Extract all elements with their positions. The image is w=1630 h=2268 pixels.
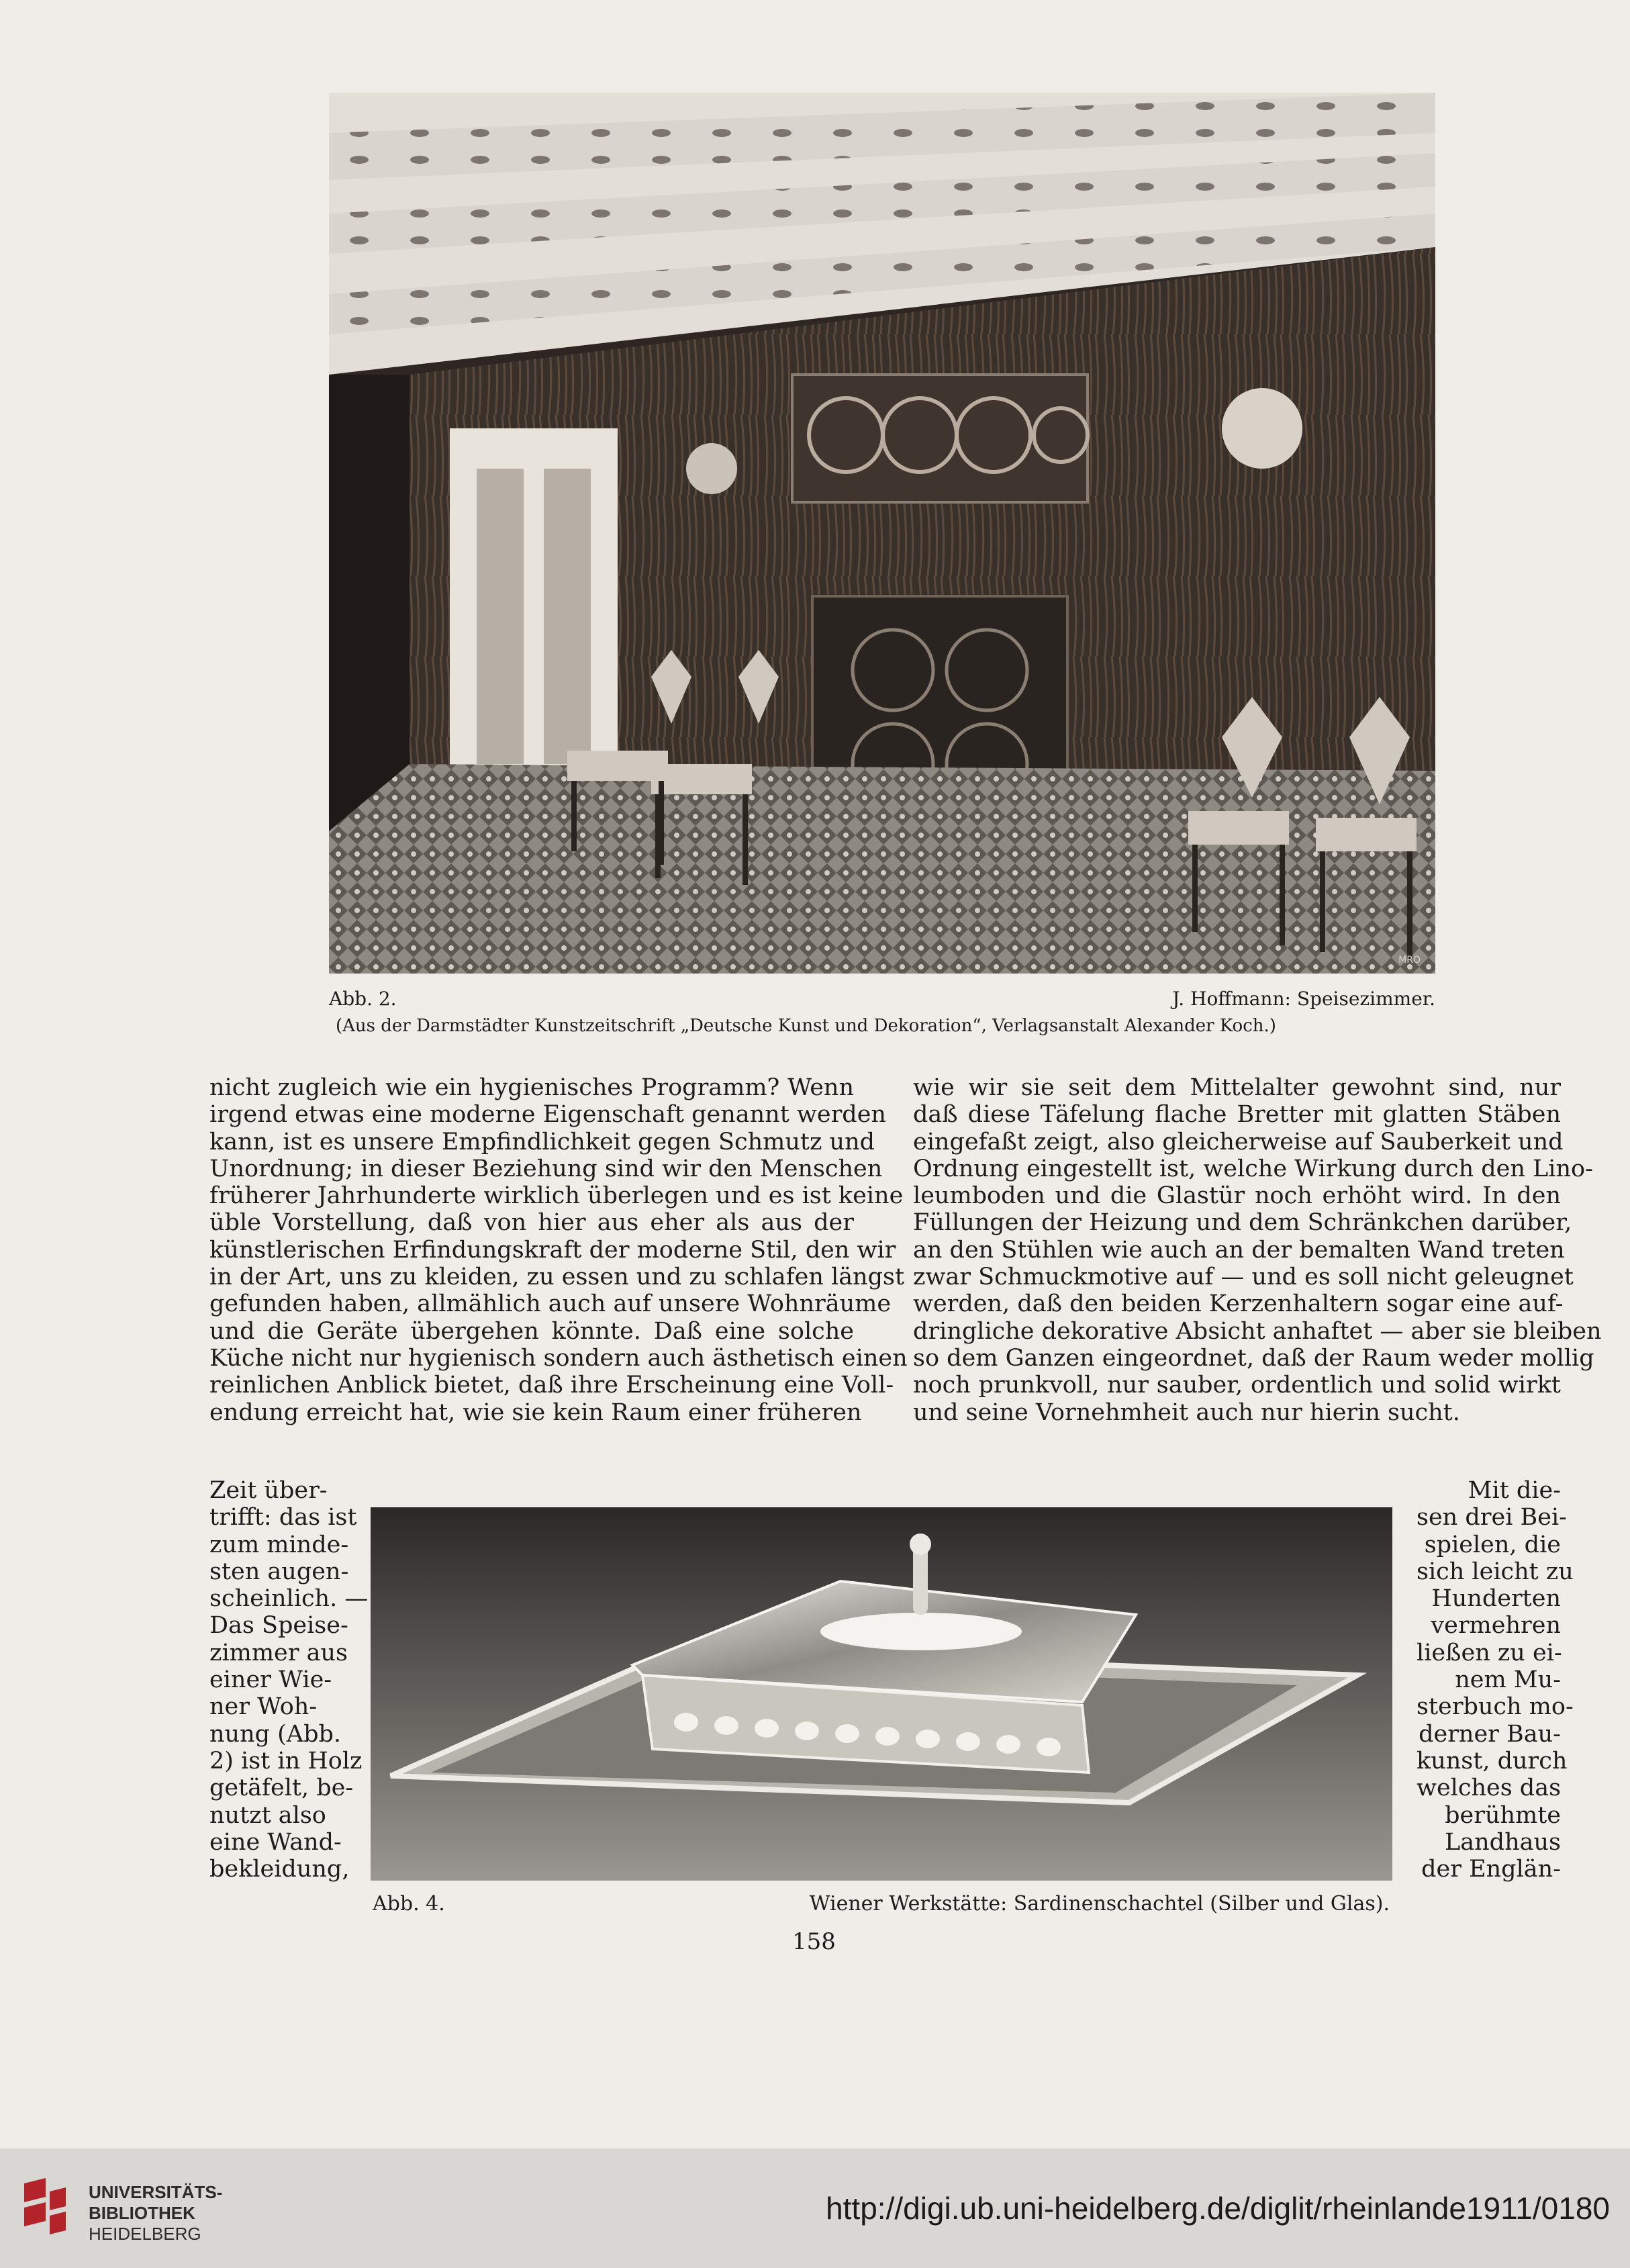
left-narrow-line: Zeit über-	[209, 1477, 328, 1504]
footer-bar	[0, 2148, 1630, 2268]
right-narrow-line: berühmte	[1445, 1801, 1561, 1829]
left-line: früherer Jahrhunderte wirklich überlegen und es ist keine	[209, 1182, 904, 1210]
left-line: reinlichen Anblick bietet, daß ihre Erscheinung eine Voll-	[209, 1372, 894, 1399]
right-narrow-line: vermehren	[1431, 1612, 1561, 1640]
left-narrow-line: einer Wie-	[209, 1666, 332, 1694]
left-line: künstlerischen Erfindungskraft der moderne Stil, den wir	[209, 1236, 896, 1264]
figure-top-credit: J. Hoffmann: Speisezimmer.	[1172, 988, 1435, 1010]
right-narrow-line: Mit die-	[1468, 1477, 1561, 1504]
left-line: und die Geräte übergehen könnte. Daß eine solche	[209, 1317, 854, 1345]
left-line: Küche nicht nur hygienisch sondern auch ästhetisch einen	[209, 1344, 908, 1372]
left-narrow-line: zum minde-	[209, 1531, 349, 1558]
library-line-3: HEIDELBERG	[89, 2224, 201, 2244]
right-narrow-line: sich leicht zu	[1417, 1558, 1574, 1585]
right-line: daß diese Täfelung flache Bretter mit glatten Stäben	[913, 1101, 1561, 1129]
dining-room-photo	[329, 93, 1435, 974]
left-column	[209, 1074, 908, 1426]
left-narrow-line: ner Woh-	[209, 1693, 318, 1721]
right-column	[913, 1074, 1602, 1426]
right-line: werden, daß den beiden Kerzenhaltern sogar eine auf-	[913, 1290, 1564, 1318]
photo-watermark: MRO	[1398, 955, 1421, 965]
left-narrow-line: getäfelt, be-	[209, 1775, 354, 1802]
figure-bottom-credit: Wiener Werkstätte: Sardinenschachtel (Silber und Glas).	[809, 1892, 1390, 1916]
left-narrow-line: scheinlich. —	[209, 1585, 369, 1613]
right-line: so dem Ganzen eingeordnet, daß der Raum weder mollig	[913, 1344, 1594, 1372]
right-narrow-line: nem Mu-	[1455, 1666, 1561, 1694]
library-logo-icon	[19, 2177, 67, 2238]
right-line: Ordnung eingestellt ist, welche Wirkung durch den Lino-	[913, 1155, 1593, 1182]
left-narrow-column	[209, 1477, 369, 1883]
right-narrow-line: kunst, durch	[1417, 1747, 1568, 1775]
right-narrow-line: der Englän-	[1421, 1856, 1561, 1883]
left-line: kann, ist es unsere Empfindlichkeit gegen Schmutz und	[209, 1128, 875, 1155]
page-number: 158	[792, 1928, 836, 1955]
sardine-box-photo	[371, 1507, 1392, 1881]
left-line: irgend etwas eine moderne Eigenschaft genannt werden	[209, 1101, 886, 1129]
right-line: dringliche dekorative Absicht anhaftet — aber sie bleiben	[913, 1317, 1602, 1345]
permalink-url[interactable]: http://digi.ub.uni-heidelberg.de/diglit/rheinlande1911/0180	[826, 2191, 1610, 2226]
right-narrow-line: spielen, die	[1424, 1531, 1561, 1558]
left-narrow-line: trifft: das ist	[209, 1504, 357, 1531]
left-line: Unordnung; in dieser Beziehung sind wir den Menschen	[209, 1155, 883, 1182]
right-narrow-line: Hunderten	[1431, 1585, 1561, 1613]
right-line: leumboden und die Glastür noch erhöht wird. In den	[913, 1182, 1561, 1210]
right-line: eingefaßt zeigt, also gleicherweise auf Sauberkeit und	[913, 1128, 1564, 1155]
left-narrow-line: 2) ist in Holz	[209, 1747, 363, 1775]
right-narrow-line: welches das	[1417, 1775, 1562, 1802]
left-narrow-line: zimmer aus	[209, 1639, 348, 1666]
left-narrow-line: nung (Abb.	[209, 1720, 342, 1748]
right-line: Füllungen der Heizung und dem Schränkchen darüber,	[913, 1209, 1572, 1237]
left-narrow-line: sten augen-	[209, 1558, 349, 1585]
right-line: zwar Schmuckmotive auf — und es soll nicht geleugnet	[913, 1264, 1574, 1291]
right-line: noch prunkvoll, nur sauber, ordentlich und solid wirkt	[913, 1372, 1561, 1399]
left-line: in der Art, uns zu kleiden, zu essen und zu schlafen längst	[209, 1264, 905, 1291]
left-line: üble Vorstellung, daß von hier aus eher als aus der	[209, 1209, 854, 1237]
library-name	[89, 2182, 222, 2245]
left-narrow-line: eine Wand-	[209, 1828, 342, 1856]
figure-top-source: (Aus der Darmstädter Kunstzeitschrift „Deutsche Kunst und Dekoration“, Verlagsanstalt Alexander Koch.)	[336, 1016, 1276, 1036]
library-line-2: BIBLIOTHEK	[89, 2203, 195, 2223]
figure-top-label: Abb. 2.	[329, 988, 397, 1010]
right-narrow-line: Landhaus	[1445, 1828, 1561, 1856]
right-line: und seine Vornehmheit auch nur hierin sucht.	[913, 1399, 1460, 1426]
right-narrow-line: derner Bau-	[1419, 1720, 1561, 1748]
left-narrow-line: bekleidung,	[209, 1856, 350, 1883]
right-narrow-column	[1417, 1477, 1574, 1883]
library-line-1: UNIVERSITÄTS-	[89, 2182, 223, 2202]
left-line: gefunden haben, allmählich auch auf unsere Wohnräume	[209, 1290, 892, 1318]
left-line: endung erreicht hat, wie sie kein Raum einer früheren	[209, 1399, 862, 1426]
right-line: wie wir sie seit dem Mittelalter gewohnt sind, nur	[913, 1074, 1561, 1101]
figure-bottom-label: Abb. 4.	[373, 1892, 445, 1916]
right-narrow-line: sterbuch mo-	[1417, 1693, 1574, 1721]
right-narrow-line: ließen zu ei-	[1417, 1639, 1562, 1666]
left-narrow-line: Das Speise-	[209, 1612, 348, 1640]
left-line: nicht zugleich wie ein hygienisches Programm? Wenn	[209, 1074, 854, 1101]
left-narrow-line: nutzt also	[209, 1801, 326, 1829]
right-narrow-line: sen drei Bei-	[1417, 1504, 1567, 1531]
right-line: an den Stühlen wie auch an der bemalten Wand treten	[913, 1236, 1565, 1264]
